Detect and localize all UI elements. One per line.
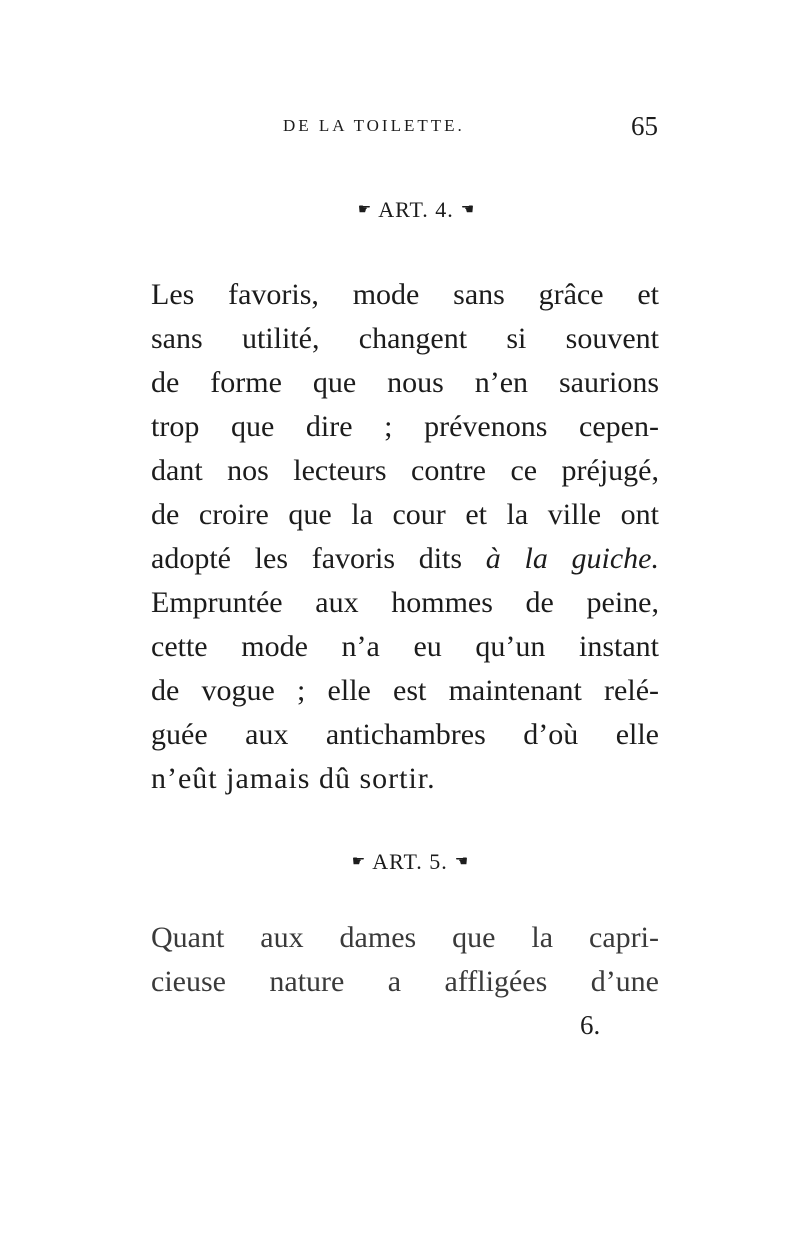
pointing-fist-right-icon: ☛	[357, 202, 372, 218]
pointing-fist-left-icon: ☚	[454, 854, 469, 870]
article-4-line-7-text: adopté les favoris dits	[151, 542, 463, 575]
article-4-heading	[16, 197, 800, 223]
article-4-line-9: cette mode n’a eu qu’un instant	[151, 630, 659, 663]
pointing-fist-left-icon: ☚	[460, 202, 475, 218]
article-4-line-5: dant nos lecteurs contre ce préjugé,	[151, 454, 659, 487]
article-4-line-4: trop que dire ; prévenons cepen-	[151, 410, 659, 443]
article-4-line-6: de croire que la cour et la ville ont	[151, 498, 659, 531]
pointing-fist-right-icon: ☛	[351, 854, 366, 870]
article-4-label: ART. 4.	[378, 197, 454, 222]
article-4-line-8: Empruntée aux hommes de peine,	[151, 586, 659, 619]
page-number: 65	[631, 111, 658, 141]
article-4-line-11: guée aux antichambres d’où elle	[151, 718, 659, 751]
article-4-line-3: de forme que nous n’en saurions	[151, 366, 659, 399]
article-4-line-2: sans utilité, changent si souvent	[151, 322, 659, 355]
article-4-line-10: de vogue ; elle est maintenant relé-	[151, 674, 659, 707]
article-5-label: ART. 5.	[372, 849, 448, 874]
article-5-line-1: Quant aux dames que la capri-	[151, 921, 659, 954]
article-4-line-1: Les favoris, mode sans grâce et	[151, 278, 659, 311]
article-4-line-7	[151, 537, 659, 581]
running-title: DE LA TOILETTE.	[283, 116, 465, 135]
italic-phrase: à la guiche.	[485, 542, 659, 575]
running-header	[283, 111, 658, 146]
article-5-heading	[10, 849, 800, 875]
article-4-line-12: n’eût jamais dû sortir.	[151, 762, 436, 795]
article-5-line-2: cieuse nature a affligées d’une	[151, 965, 659, 998]
signature-mark: 6.	[580, 1010, 601, 1040]
